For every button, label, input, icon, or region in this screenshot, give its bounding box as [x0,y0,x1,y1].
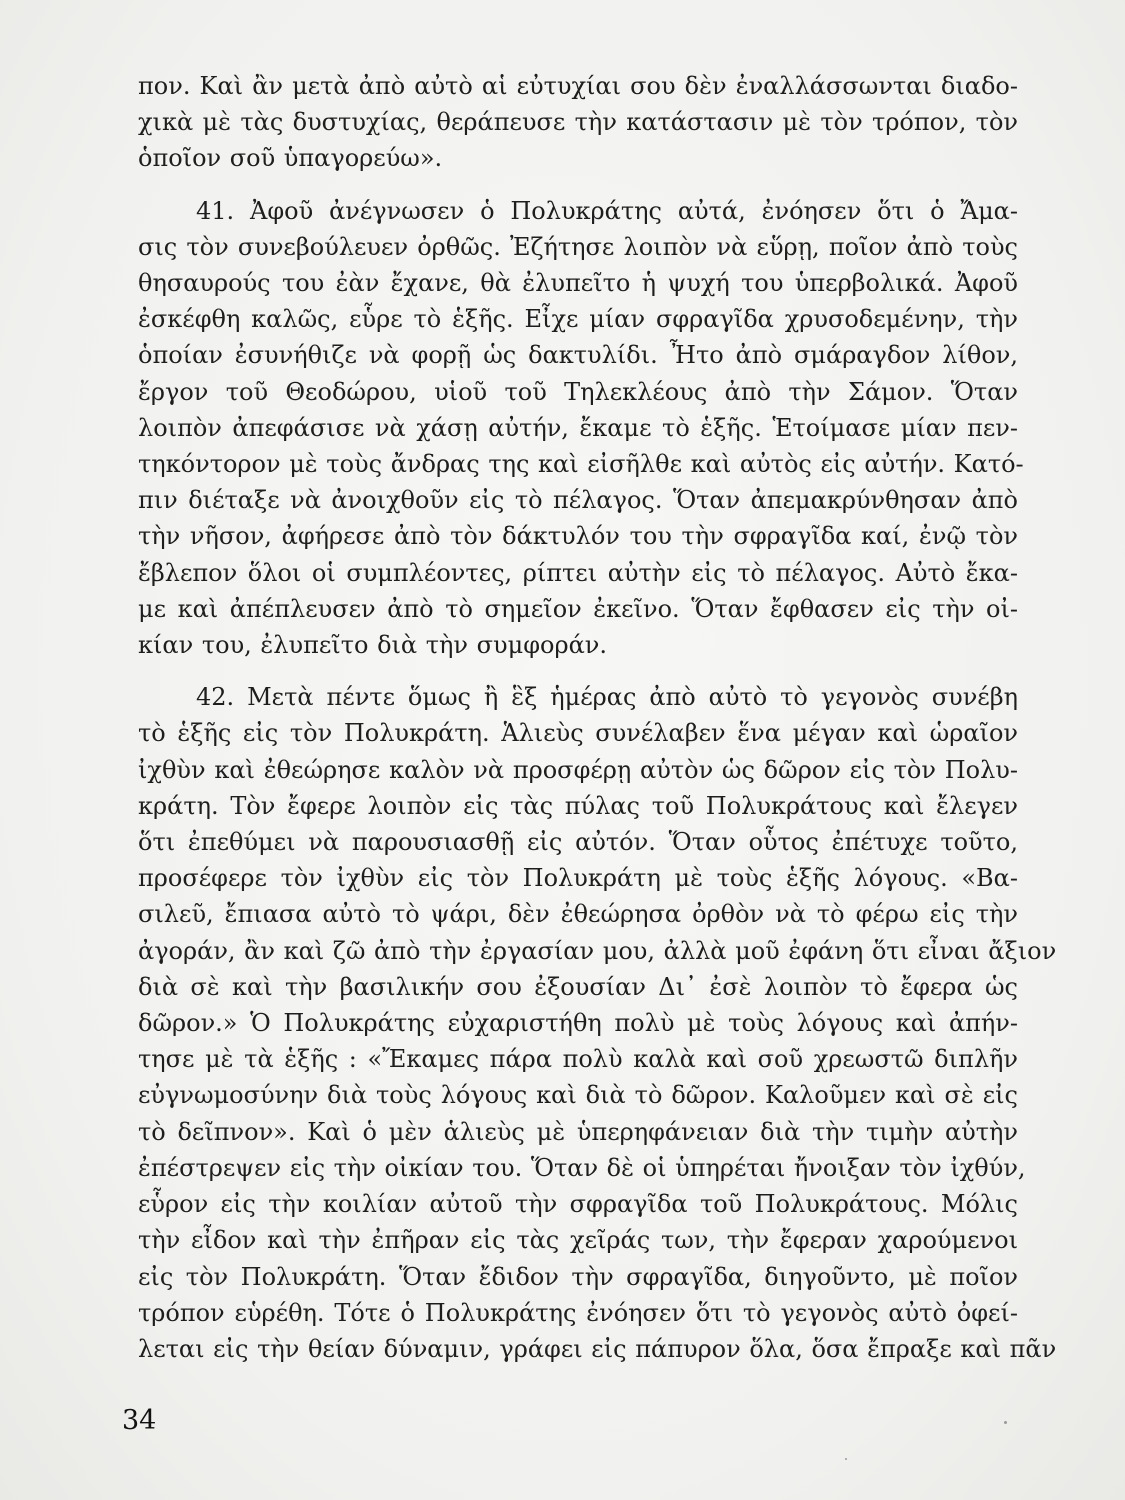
text-line: ἰχθὺν καὶ ἐθεώρησε καλὸν νὰ προσφέρῃ αὐτὸν ὡς δῶρον εἰς τὸν Πολυ- [138,755,1018,784]
text-line: πιν διέταξε νὰ ἀνοιχθοῦν εἰς τὸ πέλαγος. Ὅταν ἀπεμακρύνθησαν ἀπὸ [138,486,1018,515]
text-line: τὴν νῆσον, ἀφήρεσε ἀπὸ τὸν δάκτυλόν του τὴν σφραγῖδα καί, ἐνῷ τὸν [138,522,1018,551]
paragraph-intro [138,68,1018,177]
text-line: προσέφερε τὸν ἰχθὺν εἰς τὸν Πολυκράτη μὲ τοὺς ἑξῆς λόγους. «Βα- [138,864,1018,893]
text-line: τηκόντορον μὲ τοὺς ἄνδρας της καὶ εἰσῆλθε καὶ αὐτὸς εἰς αὐτήν. Κατό- [138,450,1024,479]
text-line: ὁποίαν ἐσυνήθιζε νὰ φορῇ ὡς δακτυλίδι. Ἦτο ἀπὸ σμάραγδον λίθον, [138,341,1018,370]
paragraph-section-41 [138,193,1024,664]
text-line: κράτη. Τὸν ἔφερε λοιπὸν εἰς τὰς πύλας τοῦ Πολυκράτους καὶ ἔλεγεν [138,791,1018,820]
page-body [138,68,1057,1367]
page-number: 34 [122,1405,157,1436]
text-line: λεται εἰς τὴν θείαν δύναμιν, γράφει εἰς πάπυρον ὅλα, ὅσα ἔπραξε καὶ πᾶν [138,1334,1057,1363]
paper-speck [845,1458,847,1460]
paragraph-section-42 [138,679,1057,1367]
text-line: χικὰ μὲ τὰς δυστυχίας, θεράπευσε τὴν κατάστασιν μὲ τὸν τρόπον, τὸν [138,108,1018,137]
text-line: ἔργον τοῦ Θεοδώρου, υἱοῦ τοῦ Τηλεκλέους ἀπὸ τὴν Σάμον. Ὅταν [138,377,1018,406]
text-line: εἰς τὸν Πολυκράτη. Ὅταν ἔδιδον τὴν σφραγῖδα, διηγοῦντο, μὲ ποῖον [138,1262,1018,1291]
section-heading-line: 41. Ἀφοῦ ἀνέγνωσεν ὁ Πολυκράτης αὐτά, ἐνόησεν ὅτι ὁ Ἄμα- [196,196,1018,225]
text-line: τὸ δεῖπνον». Καὶ ὁ μὲν ἁλιεὺς μὲ ὑπερηφάνειαν διὰ τὴν τιμὴν αὐτὴν [138,1117,1018,1146]
text-line: λοιπὸν ἀπεφάσισε νὰ χάσῃ αὐτήν, ἔκαμε τὸ ἑξῆς. Ἑτοίμασε μίαν πεν- [138,413,1018,442]
text-line: εὗρον εἰς τὴν κοιλίαν αὐτοῦ τὴν σφραγῖδα τοῦ Πολυκράτους. Μόλις [138,1190,1018,1219]
paragraph-gap [138,177,1018,193]
text-line: τησε μὲ τὰ ἑξῆς : «Ἔκαμες πάρα πολὺ καλὰ καὶ σοῦ χρεωστῶ διπλῆν [138,1045,1018,1074]
text-line: ἀγοράν, ἂν καὶ ζῶ ἀπὸ τὴν ἐργασίαν μου, ἀλλὰ μοῦ ἐφάνη ὅτι εἶναι ἄξιον [138,936,1057,965]
text-line: ἐσκέφθη καλῶς, εὗρε τὸ ἑξῆς. Εἶχε μίαν σφραγῖδα χρυσοδεμένην, τὴν [138,305,1018,334]
text-line: τρόπον εὑρέθη. Τότε ὁ Πολυκράτης ἐνόησεν ὅτι τὸ γεγονὸς αὐτὸ ὀφεί- [138,1298,1018,1327]
text-line: θησαυρούς του ἐὰν ἔχανε, θὰ ἐλυπεῖτο ἡ ψυχή του ὑπερβολικά. Ἀφοῦ [138,269,1018,298]
text-line: εὐγνωμοσύνην διὰ τοὺς λόγους καὶ διὰ τὸ δῶρον. Καλοῦμεν καὶ σὲ εἰς [138,1081,1018,1110]
text-line: κίαν του, ἐλυπεῖτο διὰ τὴν συμφοράν. [138,631,607,660]
text-line: σιλεῦ, ἔπιασα αὐτὸ τὸ ψάρι, δὲν ἐθεώρησα ὀρθὸν νὰ τὸ φέρω εἰς τὴν [138,900,1018,929]
text-line: τὸ ἑξῆς εἰς τὸν Πολυκράτη. Ἁλιεὺς συνέλαβεν ἕνα μέγαν καὶ ὡραῖον [138,719,1018,748]
text-line: με καὶ ἀπέπλευσεν ἀπὸ τὸ σημεῖον ἐκεῖνο. Ὅταν ἔφθασεν εἰς τὴν οἰ- [138,594,1018,623]
text-line: ὅτι ἐπεθύμει νὰ παρουσιασθῇ εἰς αὐτόν. Ὅταν οὗτος ἐπέτυχε τοῦτο, [138,828,1018,857]
text-line: τὴν εἶδον καὶ τὴν ἐπῆραν εἰς τὰς χεῖράς των, τὴν ἔφεραν χαρούμενοι [138,1226,1018,1255]
text-line: ἔβλεπον ὅλοι οἱ συμπλέοντες, ρίπτει αὐτὴν εἰς τὸ πέλαγος. Αὐτὸ ἔκα- [138,558,1018,587]
text-line: πον. Καὶ ἂν μετὰ ἀπὸ αὐτὸ αἱ εὐτυχίαι σου δὲν ἐναλλάσσωνται διαδο- [138,72,1018,100]
text-line: σις τὸν συνεβούλευεν ὀρθῶς. Ἐζήτησε λοιπὸν νὰ εὕρῃ, ποῖον ἀπὸ τοὺς [138,232,1018,261]
paragraph-gap [138,663,1018,679]
paper-speck [1004,1421,1007,1424]
section-heading-line: 42. Μετὰ πέντε ὅμως ἢ ἓξ ἡμέρας ἀπὸ αὐτὸ τὸ γεγονὸς συνέβη [196,683,1018,712]
text-line: διὰ σὲ καὶ τὴν βασιλικήν σου ἐξουσίαν Δι᾽ ἐσὲ λοιπὸν τὸ ἔφερα ὡς [138,972,1018,1001]
text-line: ὁποῖον σοῦ ὑπαγορεύω». [138,144,443,173]
text-line: ἐπέστρεψεν εἰς τὴν οἰκίαν του. Ὅταν δὲ οἱ ὑπηρέται ἤνοιξαν τὸν ἰχθύν, [138,1153,1026,1182]
text-line: δῶρον.» Ὁ Πολυκράτης εὐχαριστήθη πολὺ μὲ τοὺς λόγους καὶ ἀπήν- [138,1009,1018,1038]
